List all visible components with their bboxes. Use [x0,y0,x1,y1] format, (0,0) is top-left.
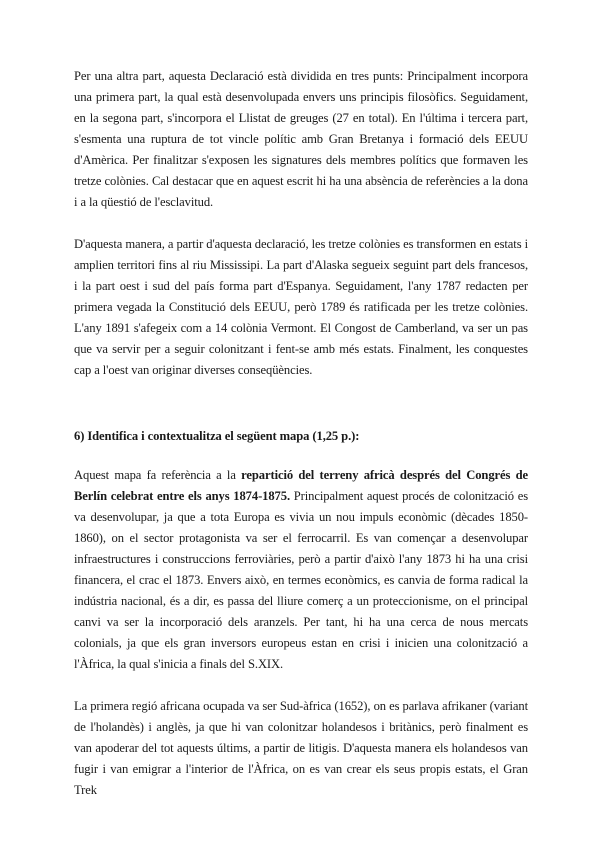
paragraph-south-africa: La primera regió africana ocupada va ser Sud-àfrica (1652), on es parlava afrikaner (variant de l'holandès) i anglès, ja que hi van colonitzar holandesos i britànics, però finalment es van apoderar del tot aquests últims, a partir de litigis. D'aquesta manera els holandesos van fugir i van emigrar a l'interior de l'Àfrica, on es van crear els seus propis estats, el Gran Trek [74,699,528,797]
paragraph-text: Aquest mapa fa referència a la [74,468,242,482]
paragraph-declaration-structure: Per una altra part, aquesta Declaració està dividida en tres punts: Principalment incorpora una primera part, la qual està desenvolupada envers uns principis filosòfics. Seguidament, en la segona part, s'incorpora el Llistat de greuges (27 en total). En l'última i tercera part, s'esmenta una ruptura de tot vincle polític amb Gran Bretanya i formació dels EEUU d'Amèrica. Per finalitzar s'exposen les signatures dels membres polítics que formaven les tretze colònies. Cal destacar que en aquest escrit hi ha una absència de referències a la dona i a la qüestió de l'esclavitud. [74,69,528,209]
question-heading: 6) Identifica i contextualitza el següent mapa (1,25 p.): [74,429,360,443]
paragraph-text: Principalment aquest procés de colonització es va desenvolupar, ja que a tota Europa es vivia un nou impuls econòmic (dècades 1850-1860), on el sector protagonista va ser el ferrocarril. Es van començar a desenvolupar infraestructures i construccions ferroviàries, però a partir d'això l'any 1873 hi ha una crisi financera, el crac el 1873. Envers això, en termes econòmics, es canvia de forma radical la indústria nacional, és a dir, es passa del lliure comerç a un proteccionisme, on el principal canvi va ser la incorporació dels aranzels. Per tant, hi ha una cerca de nous mercats colonials, ja que els gran inversors europeus estan en crisi i inicien una colonització a l'Àfrica, la qual s'inicia a finals del S.XIX. [74,489,528,671]
paragraph-thirteen-colonies: D'aquesta manera, a partir d'aquesta declaració, les tretze colònies es transformen en estats i amplien territori fins al riu Mississipi. La part d'Alaska segueix seguint part dels francesos, i la part oest i sud del país forma part d'Espanya. Seguidament, l'any 1787 redacten per primera vegada la Constitució dels EEUU, però 1789 és ratificada per les tretze colònies. L'any 1891 s'afegeix com a 14 colònia Vermont. El Congost de Camberland, va ser un pas que va servir per a seguir colonitzant i fent-se amb més estats. Finalment, les conquestes cap a l'oest van originar diverses conseqüències. [74,237,528,377]
paragraph-africa-partition [74,465,528,675]
bold-highlight: repartició del terreny africà després del Congrés de Berlín celebrat entre els anys 1874-1875. [74,468,529,503]
